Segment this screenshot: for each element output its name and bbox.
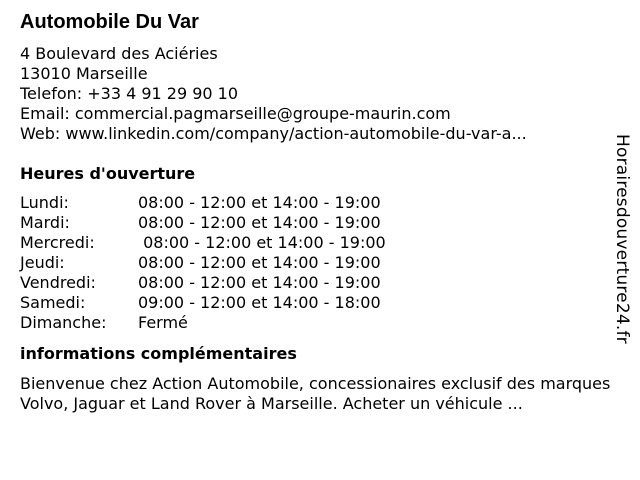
hours-time: 09:00 - 12:00 et 14:00 - 18:00 xyxy=(138,293,381,312)
hours-day: Lundi: xyxy=(20,193,69,212)
hours-row-saturday xyxy=(20,293,620,313)
site-watermark: Horairesdouverture24.fr xyxy=(612,134,632,344)
hours-row-sunday xyxy=(20,313,620,333)
hours-day: Vendredi: xyxy=(20,273,96,292)
business-name: Automobile Du Var xyxy=(20,11,199,33)
phone-line: Telefon: +33 4 91 29 90 10 xyxy=(20,84,239,103)
hours-time: 08:00 - 12:00 et 14:00 - 19:00 xyxy=(138,233,386,252)
hours-row-tuesday xyxy=(20,213,620,233)
hours-row-monday xyxy=(20,193,620,213)
hours-time: Fermé xyxy=(138,313,188,332)
email-line: Email: commercial.pagmarseille@groupe-maurin.com xyxy=(20,104,451,123)
hours-day: Dimanche: xyxy=(20,313,107,332)
opening-hours-list xyxy=(20,193,620,333)
hours-day: Mardi: xyxy=(20,213,70,232)
hours-time: 08:00 - 12:00 et 14:00 - 19:00 xyxy=(138,213,381,232)
hours-day: Mercredi: xyxy=(20,233,95,252)
web-line: Web: www.linkedin.com/company/action-automobile-du-var-a... xyxy=(20,124,527,143)
additional-info-heading: informations complémentaires xyxy=(20,344,297,363)
address-city: 13010 Marseille xyxy=(20,64,148,83)
hours-row-thursday xyxy=(20,253,620,273)
hours-time: 08:00 - 12:00 et 14:00 - 19:00 xyxy=(138,253,381,272)
hours-row-wednesday xyxy=(20,233,620,253)
hours-day: Samedi: xyxy=(20,293,86,312)
business-card xyxy=(20,10,620,414)
hours-row-friday xyxy=(20,273,620,293)
hours-time: 08:00 - 12:00 et 14:00 - 19:00 xyxy=(138,273,381,292)
opening-hours-heading: Heures d'ouverture xyxy=(20,164,196,183)
additional-info-text: Bienvenue chez Action Automobile, concessionaires exclusif des marques Volvo, Jaguar et Land Rover à Marseille. Acheter un véhicule ... xyxy=(20,374,611,413)
address-street: 4 Boulevard des Aciéries xyxy=(20,44,218,63)
hours-time: 08:00 - 12:00 et 14:00 - 19:00 xyxy=(138,193,381,212)
hours-day: Jeudi: xyxy=(20,253,65,272)
